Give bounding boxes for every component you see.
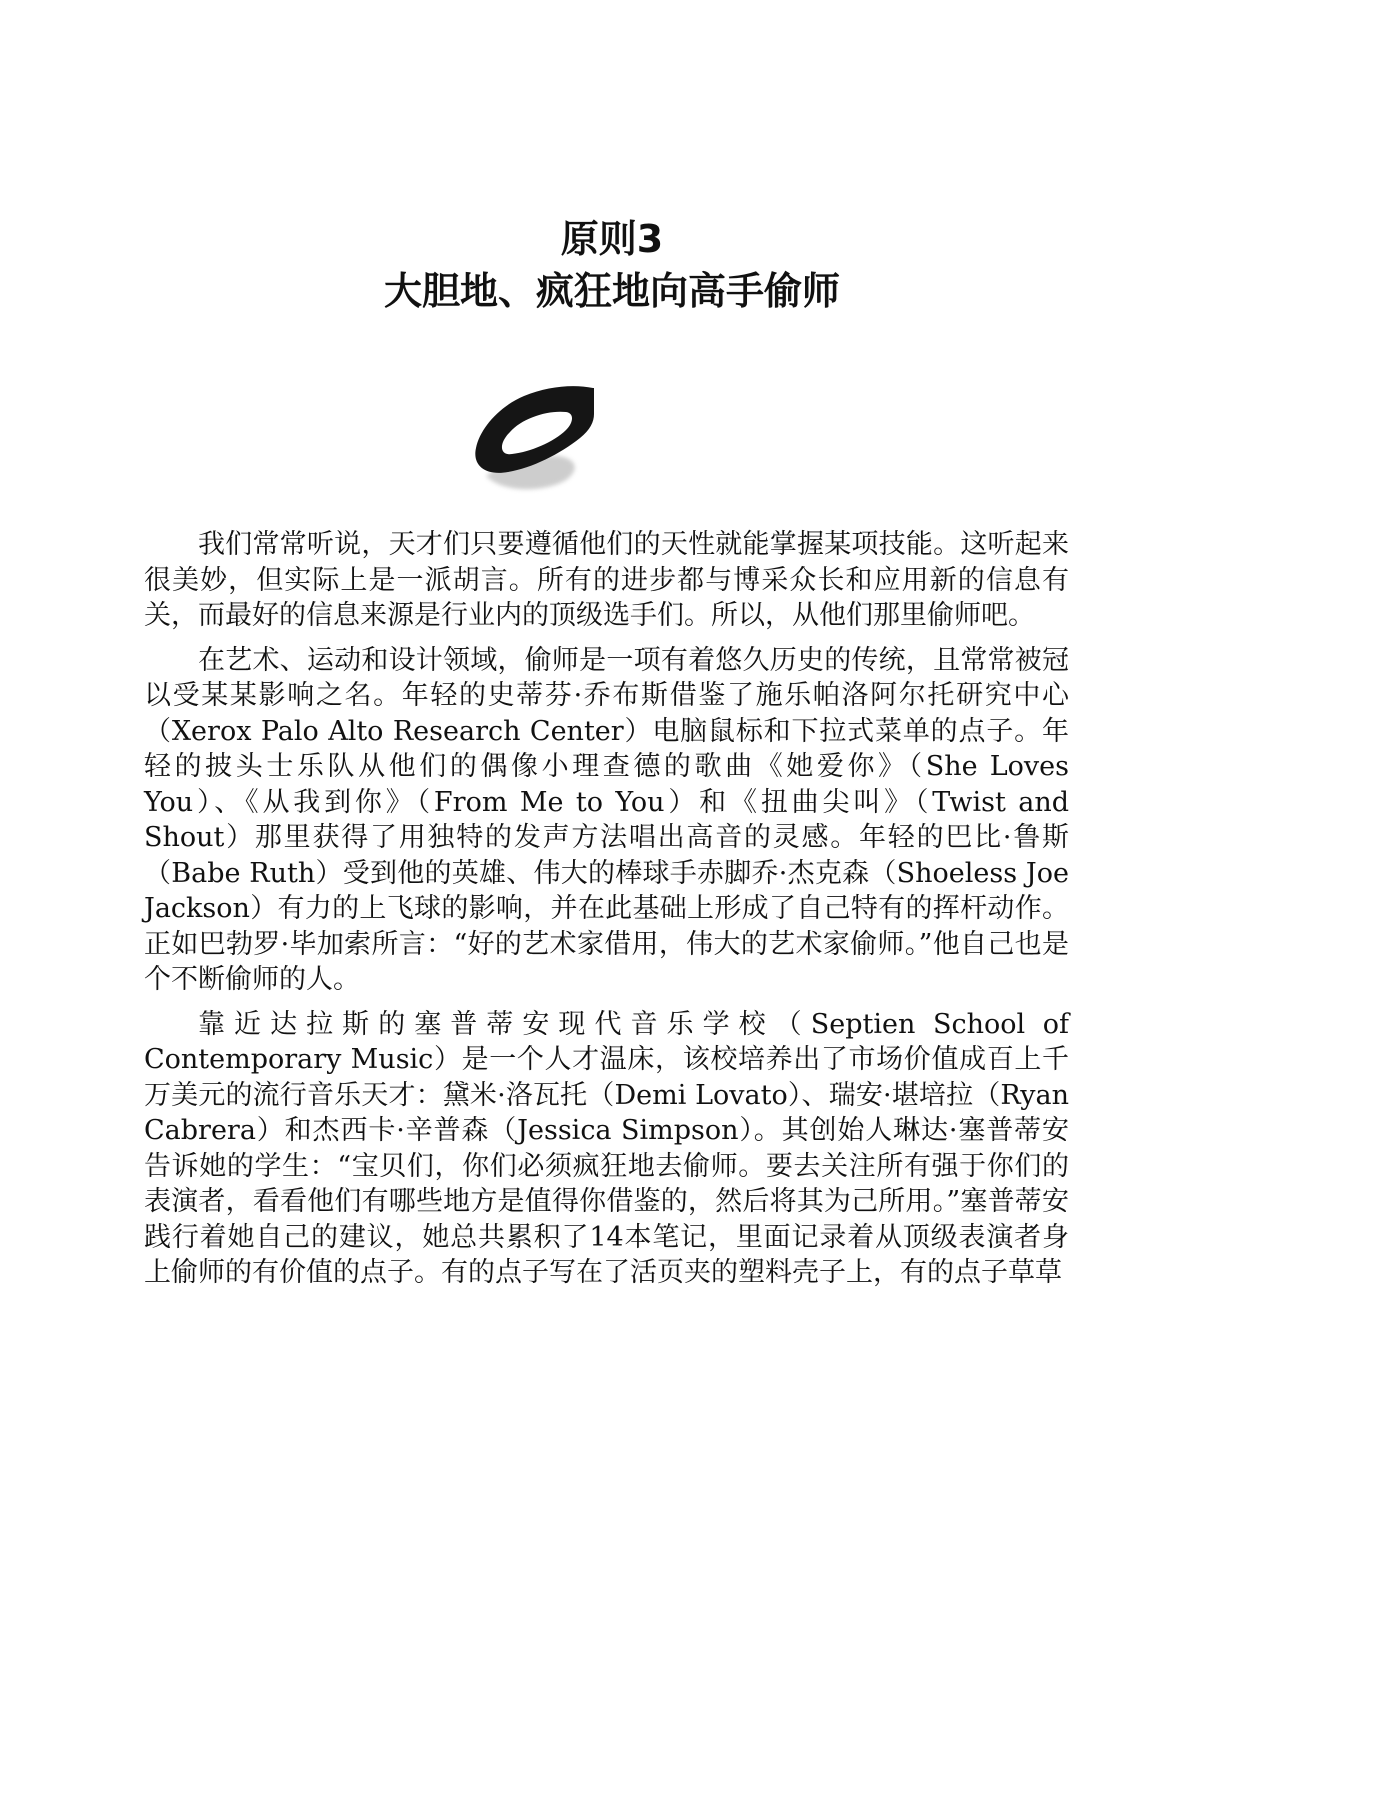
- body-text: [144, 527, 1069, 1300]
- paragraph: 我们常常听说，天才们只要遵循他们的天性就能掌握某项技能。这听起来很美妙，但实际上是一派胡言。所有的进步都与博采众长和应用新的信息有关，而最好的信息来源是行业内的顶级选手们。所以，从他们那里偷师吧。: [144, 529, 1069, 631]
- paragraph: 在艺术、运动和设计领域，偷师是一项有着悠久历史的传统，且常常被冠以受某某影响之名。年轻的史蒂芬·乔布斯借鉴了施乐帕洛阿尔托研究中心（Xerox Palo Alto Research Center）电脑鼠标和下拉式菜单的点子。年轻的披头士乐队从他们的偶像小理查德的歌曲《她爱你》（She Loves You）、《从我到你》（From Me to You）和《扭曲尖叫》（Twist and Shout）那里获得了用独特的发声方法唱出高音的灵感。年轻的巴比·鲁斯（Babe Ruth）受到他的英雄、伟大的棒球手赤脚乔·杰克森（Shoeless Joe Jackson）有力的上飞球的影响，并在此基础上形成了自己特有的挥杆动作。正如巴勃罗·毕加索所言：“好的艺术家借用，伟大的艺术家偷师。”他自己也是个不断偷师的人。: [144, 644, 1069, 995]
- mask-icon: [470, 380, 600, 495]
- chapter-heading: [0, 213, 1224, 317]
- chapter-number: 原则3: [560, 217, 664, 261]
- paragraph: 靠近达拉斯的塞普蒂安现代音乐学校（Septien School of Contemporary Music）是一个人才温床，该校培养出了市场价值成百上千万美元的流行音乐天才：黛米·洛瓦托（Demi Lovato）、瑞安·堪培拉（Ryan Cabrera）和杰西卡·辛普森（Jessica Simpson）。其创始人琳达·塞普蒂安告诉她的学生：“宝贝们，你们必须疯狂地去偷师。要去关注所有强于你们的表演者，看看他们有哪些地方是值得你借鉴的，然后将其为己所用。”塞普蒂安践行着她自己的建议，她总共累积了14本笔记，里面记录着从顶级表演者身上偷师的有价值的点子。有的点子写在了活页夹的塑料壳子上，有的点子草草: [144, 1008, 1069, 1288]
- chapter-title: 大胆地、疯狂地向高手偷师: [383, 269, 840, 313]
